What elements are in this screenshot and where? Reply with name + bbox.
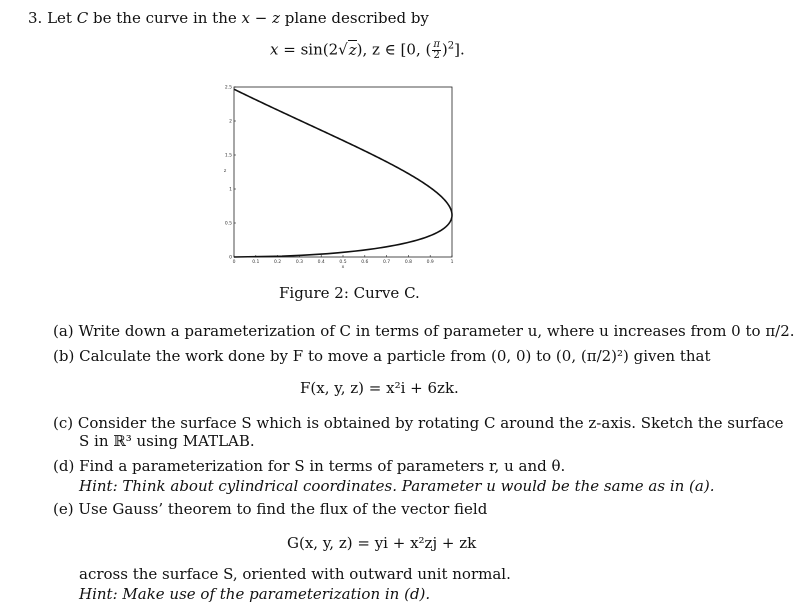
eq-close: ) — [356, 40, 363, 59]
x-tick-label: 0.3 — [295, 260, 303, 265]
part-e-after: across the surface S, oriented with outward unit normal. — [79, 565, 511, 583]
part-b-label: (b) — [53, 347, 75, 365]
curve-equation: x = sin(2√z), z ∈ [0, ( $\frac{\pi}{2}$ )$^2$]. — [270, 39, 465, 61]
intro-pre: Let — [47, 9, 72, 27]
x-tick-label: 0.4 — [317, 260, 325, 265]
part-b-text: Calculate the work done by F to move a particle from (0, 0) to (0, (π/2)²) given that — [79, 347, 711, 365]
figure-caption: Figure 2: Curve C. — [279, 284, 420, 302]
problem-number: 3. — [28, 9, 43, 27]
plot-frame — [234, 87, 452, 257]
part-c — [53, 414, 784, 432]
x-tick-label: 0.6 — [361, 260, 369, 265]
x-tick-label: 0.1 — [252, 260, 260, 265]
x-tick-label: 0.2 — [274, 260, 282, 265]
x-tick-label: 0.9 — [426, 260, 434, 265]
intro-post: plane described by — [284, 9, 429, 27]
part-e-hint: Hint: Make use of the parameterization in (d). — [79, 585, 431, 603]
part-c-label: (c) — [53, 414, 74, 432]
part-c-line2: S in ℝ³ using MATLAB. — [79, 432, 255, 450]
curve-symbol: C — [76, 9, 89, 27]
part-d-text: Find a parameterization for S in terms of parameters r, u and θ. — [79, 457, 566, 475]
x-tick-label: 0.5 — [339, 260, 347, 265]
intro-mid: be the curve in the — [93, 9, 237, 27]
part-d-hint: Hint: Think about cylindrical coordinates. Parameter u would be the same as in (a). — [79, 477, 715, 495]
part-d — [53, 457, 565, 475]
eq-lhs: x — [270, 40, 279, 59]
eq-domain-pre: , z ∈ [0, ( — [362, 40, 432, 59]
part-b — [53, 347, 711, 365]
problem-statement — [28, 9, 429, 27]
eq-exp: 2 — [447, 40, 455, 52]
part-e-label: (e) — [53, 500, 74, 518]
eq-sqrt-arg: z — [348, 40, 357, 59]
y-tick-label: 2 — [229, 119, 232, 125]
y-tick-label: 0 — [229, 255, 232, 261]
part-e — [53, 500, 487, 518]
eq-sin: = sin(2 — [283, 40, 339, 59]
part-a-text: Write down a parameterization of C in terms of parameter u, where u increases from 0 to π/2. — [78, 322, 795, 340]
x-tick-label: 1 — [450, 260, 454, 265]
part-d-label: (d) — [53, 457, 75, 475]
part-e-text: Use Gauss’ theorem to find the flux of the vector field — [78, 500, 488, 518]
y-tick-label: 1.5 — [224, 153, 232, 159]
plane-symbol: x − z — [241, 9, 280, 27]
x-tick-label: 0 — [232, 260, 236, 265]
field-G: G(x, y, z) = yi + x²zj + zk — [287, 534, 477, 552]
x-axis-label: x — [341, 265, 345, 270]
field-F: F(x, y, z) = x²i + 6zk. — [300, 379, 459, 397]
part-a — [53, 322, 795, 340]
y-tick-label: 0.5 — [224, 221, 232, 227]
curve-plot — [222, 82, 462, 272]
curve-line — [234, 89, 452, 257]
eq-domain-post: ]. — [454, 40, 465, 59]
part-a-label: (a) — [53, 322, 74, 340]
y-tick-label: 2.5 — [224, 85, 232, 91]
x-tick-label: 0.7 — [383, 260, 391, 265]
part-c-text: Consider the surface S which is obtained by rotating C around the z-axis. Sketch the surface — [77, 414, 784, 432]
eq-frac: $\frac{\pi}{2}$ — [433, 39, 440, 61]
x-tick-label: 0.8 — [404, 260, 412, 265]
y-axis-label: z — [223, 169, 227, 174]
y-tick-label: 1 — [229, 187, 232, 193]
